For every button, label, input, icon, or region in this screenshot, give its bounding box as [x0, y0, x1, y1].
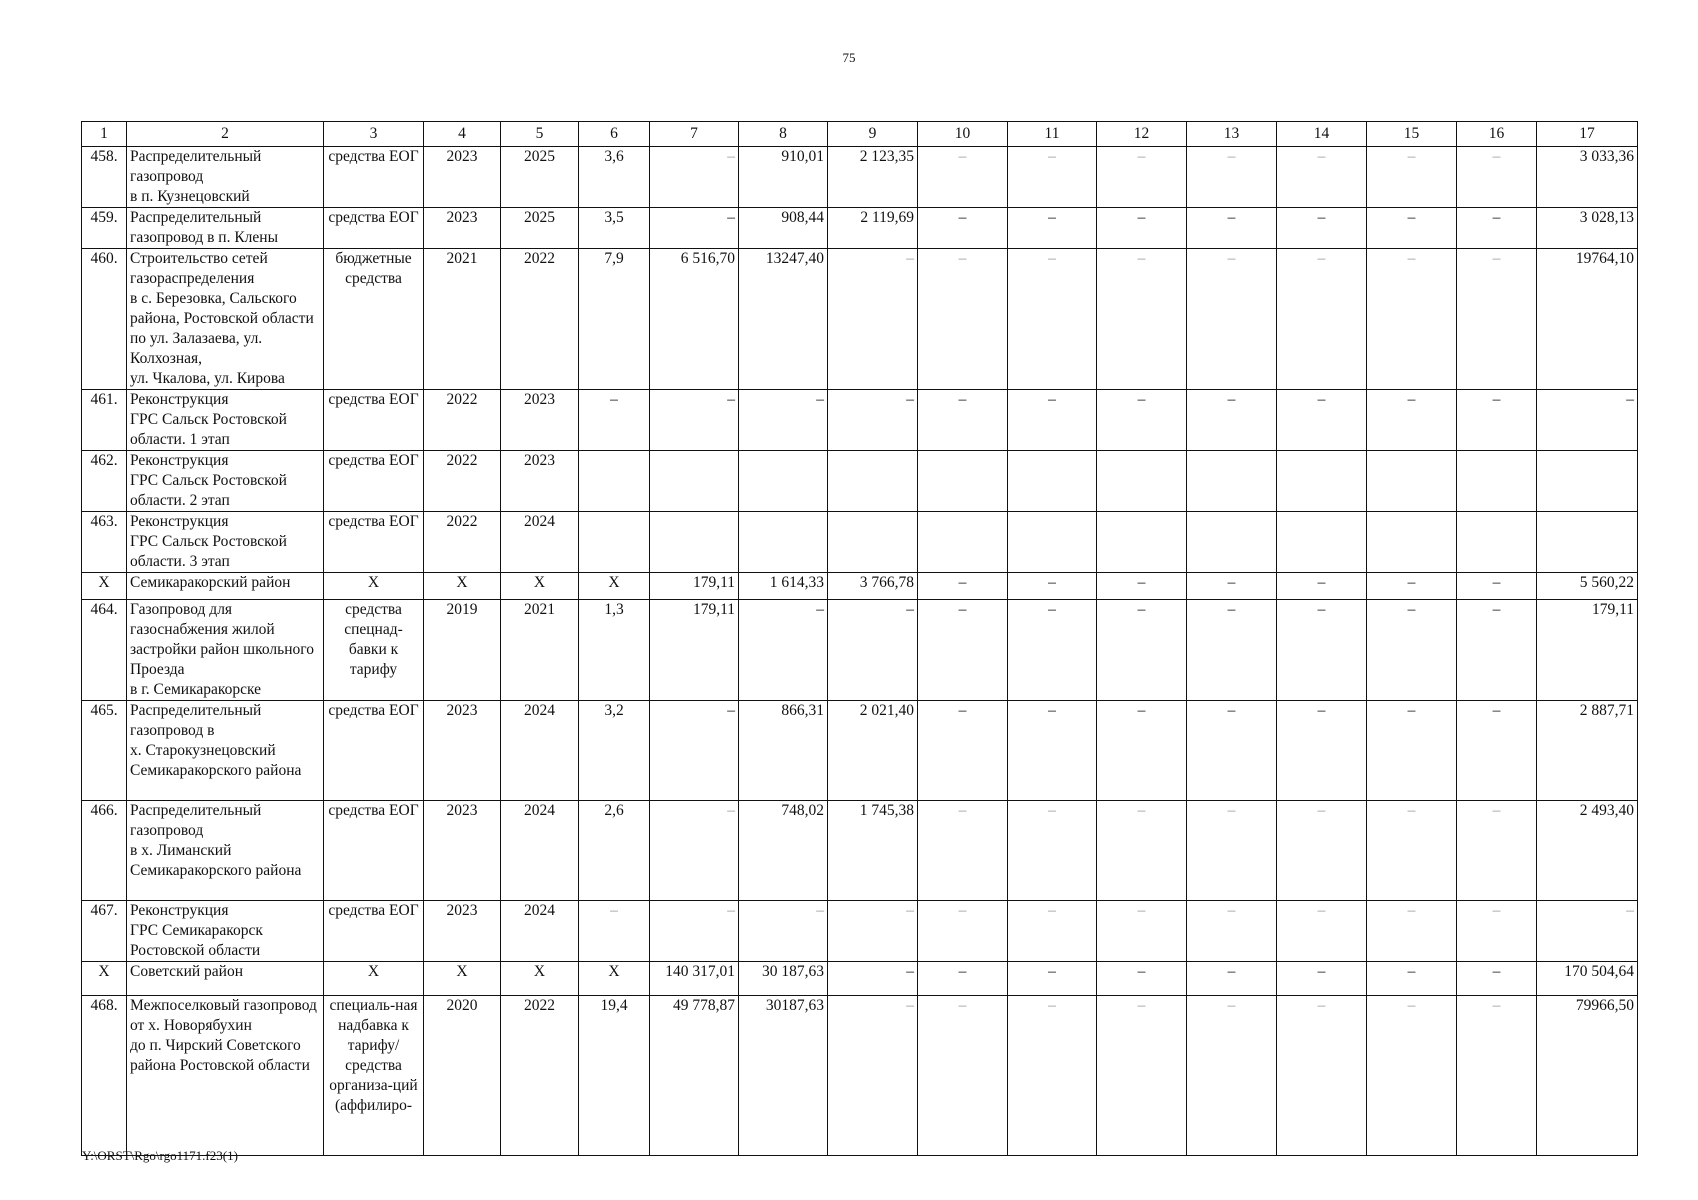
table-cell: специаль-ная надбавка к тарифу/ средства организа-ций (аффилиро- [324, 996, 424, 1156]
table-cell: – [1008, 390, 1097, 451]
table-cell: 466. [82, 801, 127, 901]
table-cell [918, 512, 1008, 573]
table-cell: – [1367, 996, 1457, 1156]
table-cell: – [1367, 573, 1457, 600]
table-cell: – [1097, 901, 1187, 962]
table-cell: – [1537, 390, 1638, 451]
table-cell: 3,6 [579, 147, 650, 208]
table-cell: бюджетные средства [324, 249, 424, 390]
table-cell [1277, 512, 1367, 573]
table-cell [828, 512, 918, 573]
table-row [82, 390, 1638, 451]
table-row [82, 801, 1638, 901]
table-cell: 468. [82, 996, 127, 1156]
table-cell: Реконструкция ГРС Сальск Ростовской области. 1 этап [127, 390, 324, 451]
table-cell [1537, 451, 1638, 512]
table-cell: 3,5 [579, 208, 650, 249]
table-cell [1097, 512, 1187, 573]
table-cell: 19,4 [579, 996, 650, 1156]
table-cell: 1 745,38 [828, 801, 918, 901]
table-cell [828, 451, 918, 512]
table-cell: – [918, 390, 1008, 451]
table-cell: 3 033,36 [1537, 147, 1638, 208]
table-cell: – [1277, 901, 1367, 962]
table-cell: – [1277, 390, 1367, 451]
table-cell: – [1277, 147, 1367, 208]
table-cell: 2023 [424, 147, 501, 208]
table-cell: – [1457, 600, 1537, 701]
table-cell [739, 512, 828, 573]
table-cell: – [1008, 573, 1097, 600]
table-cell: – [1008, 962, 1097, 996]
table-cell: 465. [82, 701, 127, 801]
header-cell: 11 [1008, 122, 1097, 147]
table-cell: – [1187, 962, 1277, 996]
header-cell: 10 [918, 122, 1008, 147]
table-cell: 460. [82, 249, 127, 390]
table-cell [1187, 451, 1277, 512]
table-cell: – [918, 701, 1008, 801]
table-cell: – [1277, 962, 1367, 996]
table-cell: – [650, 208, 739, 249]
table-cell: 2023 [424, 901, 501, 962]
table-cell: – [828, 600, 918, 701]
table-cell: 908,44 [739, 208, 828, 249]
table-cell: – [1187, 147, 1277, 208]
table-cell: 2 493,40 [1537, 801, 1638, 901]
table-cell: – [918, 208, 1008, 249]
table-cell: – [1457, 701, 1537, 801]
header-cell: 6 [579, 122, 650, 147]
table-cell: 2 123,35 [828, 147, 918, 208]
table-cell: – [1277, 208, 1367, 249]
table-cell: – [1187, 801, 1277, 901]
page-number: 75 [842, 50, 856, 65]
table-cell [918, 451, 1008, 512]
table-cell: – [1097, 801, 1187, 901]
table-cell: 2024 [501, 512, 579, 573]
header-cell: 14 [1277, 122, 1367, 147]
table-row [82, 249, 1638, 390]
table-cell: – [1277, 600, 1367, 701]
table-cell: – [1008, 249, 1097, 390]
table-cell: Распределительный газопровод в п. Клены [127, 208, 324, 249]
table-cell: Х [324, 573, 424, 600]
table-cell: средства ЕОГ [324, 512, 424, 573]
table-cell: Газопровод для газоснабжения жилой застройки район школьного Проезда в г. Семикаракорске [127, 600, 324, 701]
table-cell: – [1008, 600, 1097, 701]
table-cell: Семикаракорский район [127, 573, 324, 600]
table-cell: – [918, 901, 1008, 962]
table-cell: 3,2 [579, 701, 650, 801]
table-cell: 179,11 [1537, 600, 1638, 701]
table-cell [739, 451, 828, 512]
table-cell [1367, 451, 1457, 512]
table-cell: 2023 [501, 451, 579, 512]
table-cell: – [1457, 249, 1537, 390]
table-cell: – [918, 600, 1008, 701]
table-cell: 748,02 [739, 801, 828, 901]
table-cell: 5 560,22 [1537, 573, 1638, 600]
table-cell: – [828, 390, 918, 451]
table-cell: 866,31 [739, 701, 828, 801]
table-cell: 2 119,69 [828, 208, 918, 249]
table-cell: – [1367, 801, 1457, 901]
table-cell: – [650, 901, 739, 962]
header-cell: 16 [1457, 122, 1537, 147]
table-cell: – [1097, 147, 1187, 208]
table-cell: 179,11 [650, 600, 739, 701]
table-cell: 2022 [424, 390, 501, 451]
table-cell: 1 614,33 [739, 573, 828, 600]
header-cell: 7 [650, 122, 739, 147]
table-cell: 2021 [424, 249, 501, 390]
table-cell: Реконструкция ГРС Сальск Ростовской области. 2 этап [127, 451, 324, 512]
table-cell: Х [424, 962, 501, 996]
table-cell: – [918, 573, 1008, 600]
table-cell: средства ЕОГ [324, 208, 424, 249]
table-cell: – [1457, 801, 1537, 901]
header-cell: 1 [82, 122, 127, 147]
table-cell: – [1187, 573, 1277, 600]
table-cell: – [1457, 962, 1537, 996]
table-row [82, 512, 1638, 573]
header-row [82, 122, 1638, 147]
table-cell: Советский район [127, 962, 324, 996]
table-cell: 2025 [501, 208, 579, 249]
table-cell: Х [82, 962, 127, 996]
table-cell: 2025 [501, 147, 579, 208]
table-cell: 3 028,13 [1537, 208, 1638, 249]
table-cell: – [579, 390, 650, 451]
table-cell [1277, 451, 1367, 512]
table-cell: 7,9 [579, 249, 650, 390]
table-cell: 467. [82, 901, 127, 962]
table-cell [1457, 451, 1537, 512]
table-cell: 1,3 [579, 600, 650, 701]
table-cell: 464. [82, 600, 127, 701]
table-cell: – [1367, 147, 1457, 208]
table-cell: Х [424, 573, 501, 600]
table-cell: 2 021,40 [828, 701, 918, 801]
header-cell: 15 [1367, 122, 1457, 147]
table-cell: – [918, 962, 1008, 996]
table-cell: – [650, 701, 739, 801]
table-cell: – [1367, 249, 1457, 390]
header-cell: 17 [1537, 122, 1638, 147]
table-cell: средства ЕОГ [324, 390, 424, 451]
table-cell: 30187,63 [739, 996, 828, 1156]
table-cell: 2,6 [579, 801, 650, 901]
table-cell: – [650, 147, 739, 208]
table-cell: – [828, 901, 918, 962]
table-cell: 140 317,01 [650, 962, 739, 996]
table-cell: средства ЕОГ [324, 901, 424, 962]
table-cell: 2024 [501, 701, 579, 801]
table-cell: – [1008, 801, 1097, 901]
header-cell: 5 [501, 122, 579, 147]
table-cell: – [1187, 249, 1277, 390]
table-cell: Реконструкция ГРС Сальск Ростовской области. 3 этап [127, 512, 324, 573]
header-cell: 4 [424, 122, 501, 147]
table-cell: – [828, 962, 918, 996]
table-cell: 910,01 [739, 147, 828, 208]
table-row [82, 573, 1638, 600]
table-cell: 463. [82, 512, 127, 573]
table-cell: – [1008, 701, 1097, 801]
table-cell: Х [324, 962, 424, 996]
table-cell: – [1277, 249, 1367, 390]
table-cell: 461. [82, 390, 127, 451]
table-cell: – [918, 249, 1008, 390]
table-cell: 2022 [424, 451, 501, 512]
table-cell: 2023 [501, 390, 579, 451]
table-cell: 2023 [424, 701, 501, 801]
table-cell: – [1537, 901, 1638, 962]
table-cell: – [1457, 147, 1537, 208]
table-cell: – [1097, 573, 1187, 600]
header-cell: 13 [1187, 122, 1277, 147]
table-cell: – [1097, 249, 1187, 390]
table-row [82, 962, 1638, 996]
table-row [82, 901, 1638, 962]
table-cell: Реконструкция ГРС Семикаракорск Ростовской области [127, 901, 324, 962]
table-cell: 179,11 [650, 573, 739, 600]
table-cell: 6 516,70 [650, 249, 739, 390]
table-cell: Распределительный газопровод в х. Лиманский Семикаракорского района [127, 801, 324, 901]
table-cell: 3 766,78 [828, 573, 918, 600]
table-cell [1187, 512, 1277, 573]
table-cell: – [1367, 390, 1457, 451]
table-cell: – [1097, 600, 1187, 701]
table-cell: – [739, 600, 828, 701]
header-cell: 3 [324, 122, 424, 147]
table-cell: 19764,10 [1537, 249, 1638, 390]
table-cell: Х [579, 962, 650, 996]
table-cell: Х [501, 573, 579, 600]
table-cell: – [1097, 208, 1187, 249]
table-cell: 459. [82, 208, 127, 249]
table-cell: 2024 [501, 801, 579, 901]
header-cell: 2 [127, 122, 324, 147]
footer-path: Y:\ORST\Rgo\rgo1171.f23(1) [82, 1148, 238, 1163]
table-cell: 462. [82, 451, 127, 512]
table-cell: – [650, 390, 739, 451]
table-cell: – [1187, 208, 1277, 249]
table-cell [1008, 512, 1097, 573]
table-cell: 2022 [424, 512, 501, 573]
table-cell [650, 512, 739, 573]
table-row [82, 600, 1638, 701]
table-cell: – [918, 996, 1008, 1156]
table-cell: 49 778,87 [650, 996, 739, 1156]
table-cell: – [1097, 996, 1187, 1156]
table-cell: Х [501, 962, 579, 996]
table-cell: 2024 [501, 901, 579, 962]
table-cell: – [739, 390, 828, 451]
table-cell: 2023 [424, 208, 501, 249]
table-cell: – [1008, 208, 1097, 249]
header-cell: 9 [828, 122, 918, 147]
table-cell: – [1457, 390, 1537, 451]
table-cell: средства спецнад-бавки к тарифу [324, 600, 424, 701]
table-body [82, 122, 1638, 1156]
table-cell: 2019 [424, 600, 501, 701]
table-cell: – [1277, 573, 1367, 600]
table-cell: Х [579, 573, 650, 600]
table-row [82, 147, 1638, 208]
table-cell: средства ЕОГ [324, 147, 424, 208]
header-cell: 8 [739, 122, 828, 147]
table-cell: 2021 [501, 600, 579, 701]
table-cell: – [918, 147, 1008, 208]
table-cell: 458. [82, 147, 127, 208]
table-cell: 79966,50 [1537, 996, 1638, 1156]
table-cell [1097, 451, 1187, 512]
table-row [82, 451, 1638, 512]
table-cell: – [1187, 600, 1277, 701]
table-cell: – [1367, 962, 1457, 996]
table-row [82, 208, 1638, 249]
table-cell: – [1187, 996, 1277, 1156]
table-cell: – [1008, 996, 1097, 1156]
table-cell: – [739, 901, 828, 962]
table-cell: – [1457, 901, 1537, 962]
table-cell: 30 187,63 [739, 962, 828, 996]
table-cell: 2020 [424, 996, 501, 1156]
table-cell [1457, 512, 1537, 573]
data-table [81, 121, 1638, 1156]
table-cell: Распределительный газопровод в п. Кузнецовский [127, 147, 324, 208]
table-cell: 2022 [501, 996, 579, 1156]
table-cell: – [1187, 390, 1277, 451]
table-cell: – [1097, 390, 1187, 451]
table-cell: – [1367, 901, 1457, 962]
table-cell: 2022 [501, 249, 579, 390]
table-cell [579, 512, 650, 573]
table-cell: – [1367, 208, 1457, 249]
table-cell [1367, 512, 1457, 573]
table-cell: 2023 [424, 801, 501, 901]
table-cell: – [1187, 701, 1277, 801]
table-cell: средства ЕОГ [324, 801, 424, 901]
table-cell: – [918, 801, 1008, 901]
table-cell: Х [82, 573, 127, 600]
table-row [82, 996, 1638, 1156]
table-cell: Строительство сетей газораспределения в с. Березовка, Сальского района, Ростовской области по ул. Залазаева, ул. Колхозная, ул. Чкалова, ул. Кирова [127, 249, 324, 390]
table-cell [650, 451, 739, 512]
table-cell: – [1457, 996, 1537, 1156]
table-cell: – [650, 801, 739, 901]
table-cell: – [1277, 701, 1367, 801]
table-cell: Распределительный газопровод в х. Старокузнецовский Семикаракорского района [127, 701, 324, 801]
table-cell: – [1367, 600, 1457, 701]
header-cell: 12 [1097, 122, 1187, 147]
table-cell: – [1097, 962, 1187, 996]
table-cell: – [1097, 701, 1187, 801]
table-cell: средства ЕОГ [324, 451, 424, 512]
table-cell: 2 887,71 [1537, 701, 1638, 801]
table-cell: – [1457, 573, 1537, 600]
table-cell: – [828, 249, 918, 390]
table-cell: – [1187, 901, 1277, 962]
table-cell: Межпоселковый газопровод от х. Новорябухин до п. Чирский Советского района Ростовской области [127, 996, 324, 1156]
table-cell: – [1367, 701, 1457, 801]
table-cell: – [828, 996, 918, 1156]
table-cell: – [1277, 801, 1367, 901]
table-cell [1537, 512, 1638, 573]
table-cell: – [1008, 901, 1097, 962]
table-cell: – [1277, 996, 1367, 1156]
table-cell: 13247,40 [739, 249, 828, 390]
table-cell: – [1008, 147, 1097, 208]
table-row [82, 701, 1638, 801]
table-cell [1008, 451, 1097, 512]
table-cell: – [1457, 208, 1537, 249]
table-cell: 170 504,64 [1537, 962, 1638, 996]
table-cell: – [579, 901, 650, 962]
table-cell: средства ЕОГ [324, 701, 424, 801]
table-cell [579, 451, 650, 512]
